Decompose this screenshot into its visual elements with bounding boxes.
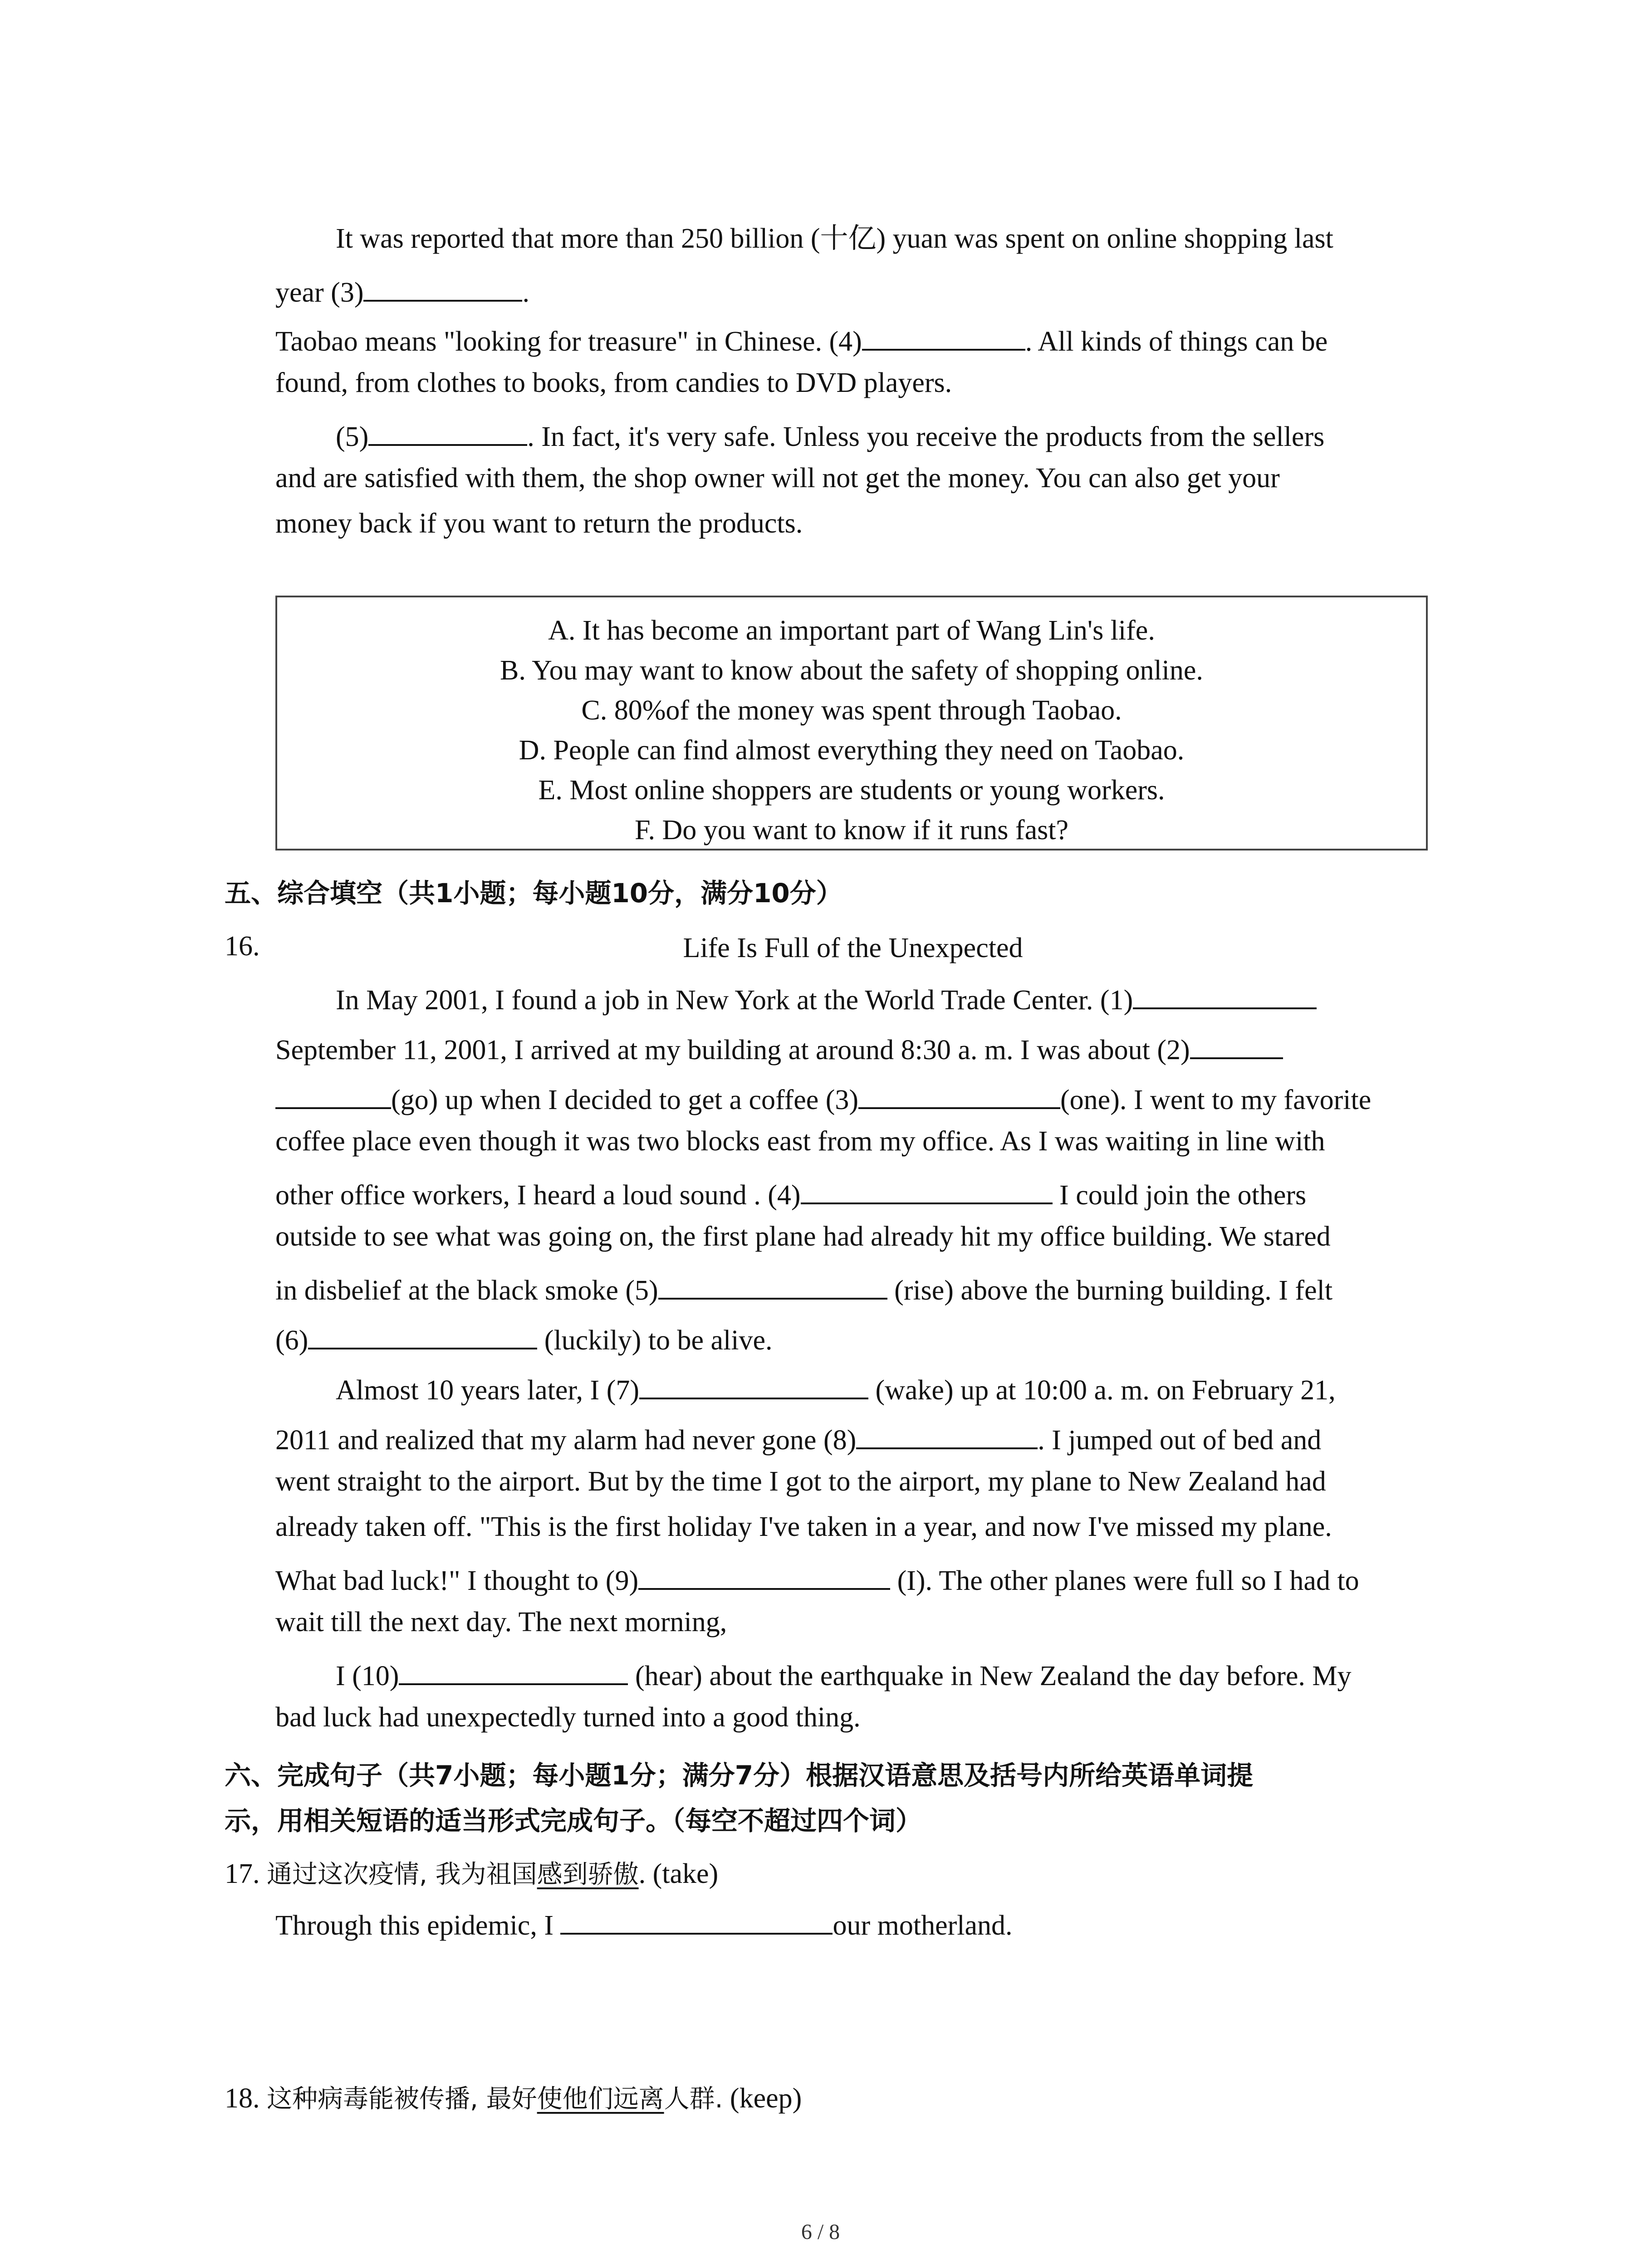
passage-line	[275, 323, 1327, 356]
options-box	[275, 596, 1428, 850]
question-17-english	[275, 1907, 1013, 1940]
text: money back if you want to return the products.	[275, 508, 803, 539]
passage-line	[275, 1177, 1306, 1209]
passage-line	[336, 1372, 1336, 1404]
answer-blank-2a[interactable]	[1190, 1032, 1283, 1059]
answer-blank-2b[interactable]	[275, 1082, 391, 1109]
passage-line	[275, 1127, 1325, 1155]
answer-blank-9[interactable]	[638, 1563, 890, 1590]
text: (hear) about the earthquake in New Zealand the day before. My	[628, 1661, 1352, 1691]
option-e: E. Most online shoppers are students or young workers.	[538, 775, 1165, 806]
question-number: 16.	[225, 931, 260, 962]
text: outside to see what was going on, the first plane had already hit my office building. We stared	[275, 1221, 1331, 1252]
section-heading: 六、完成句子（共7小题；每小题1分；满分7分）根据汉语意思及括号内所给英语单词提	[225, 1760, 1254, 1791]
question-number: 18.	[225, 2083, 260, 2114]
passage-title: Life Is Full of the Unexpected	[683, 933, 1023, 963]
answer-blank-17[interactable]	[560, 1907, 833, 1935]
passage-line	[275, 1222, 1331, 1251]
text: coffee place even though it was two blocks east from my office. As I was waiting in line with	[275, 1126, 1325, 1157]
passage-line: year (3) .	[275, 274, 529, 307]
answer-blank-5[interactable]	[658, 1272, 887, 1300]
answer-blank-1[interactable]	[1133, 982, 1317, 1009]
answer-blank-8[interactable]	[856, 1422, 1038, 1449]
passage-line	[275, 1032, 1283, 1064]
text: . (take)	[638, 1858, 719, 1889]
passage-line	[275, 1563, 1359, 1595]
option-a: A. It has become an important part of Wang Lin's life.	[548, 615, 1155, 646]
passage-line	[275, 1467, 1326, 1496]
passage-line	[336, 419, 1324, 451]
text: . I jumped out of bed and	[1038, 1425, 1322, 1456]
text	[267, 2084, 723, 2114]
option-d: D. People can find almost everything they need on Taobao.	[519, 735, 1185, 766]
text: (keep)	[723, 2083, 802, 2114]
passage-line	[336, 1658, 1352, 1690]
option-c: C. 80%of the money was spent through Taobao.	[581, 695, 1122, 726]
text: 通过这次疫情, 我为祖国	[267, 1860, 537, 1889]
text: I (10)	[336, 1661, 399, 1691]
text	[267, 1860, 639, 1889]
text: What bad luck!" I thought to (9)	[275, 1565, 639, 1596]
question-18	[225, 2084, 802, 2112]
section-heading: 五、综合填空（共1小题；每小题10分，满分10分）	[225, 878, 843, 909]
text: bad luck had unexpectedly turned into a good thing.	[275, 1702, 861, 1733]
text: September 11, 2001, I arrived at my building at around 8:30 a. m. I was about (2)	[275, 1035, 1190, 1066]
text: 2011 and realized that my alarm had never gone (8)	[275, 1425, 857, 1456]
passage-line	[275, 1422, 1321, 1454]
text: Taobao means "looking for treasure" in Chinese. (4)	[275, 326, 862, 357]
text: wait till the next day. The next morning,	[275, 1607, 727, 1637]
text: found, from clothes to books, from candies to DVD players.	[275, 367, 952, 398]
passage-line	[336, 982, 1317, 1014]
passage-line	[275, 369, 952, 397]
underlined-phrase: 感到骄傲	[537, 1860, 639, 1889]
answer-blank-7[interactable]	[639, 1372, 868, 1399]
text: (luckily) to be alive.	[537, 1325, 773, 1356]
passage-line	[275, 1703, 861, 1731]
text: went straight to the airport. But by the time I got to the airport, my plane to New Zealand had	[275, 1466, 1326, 1497]
text: (6)	[275, 1325, 309, 1356]
text: (go) up when I decided to get a coffee (3)	[391, 1085, 859, 1115]
passage-line	[275, 1082, 1371, 1114]
passage-line	[336, 225, 1333, 253]
passage-line	[275, 509, 803, 538]
question-number: 17.	[225, 1858, 260, 1889]
underlined-phrase: 使他们远离	[537, 2084, 664, 2114]
answer-blank-10[interactable]	[399, 1658, 628, 1685]
page-number: 6 / 8	[801, 2220, 840, 2244]
text: (one). I went to my favorite	[1060, 1085, 1372, 1115]
text: (wake) up at 10:00 a. m. on February 21,	[868, 1375, 1336, 1406]
text: in disbelief at the black smoke (5)	[275, 1275, 658, 1306]
text: year (3)	[275, 277, 364, 308]
answer-blank-3[interactable]	[363, 274, 522, 302]
text: already taken off. "This is the first holiday I've taken in a year, and now I've missed my plane.	[275, 1511, 1332, 1542]
text: . In fact, it's very safe. Unless you receive the products from the sellers	[527, 421, 1325, 452]
text: I could join the others	[1052, 1180, 1307, 1211]
answer-blank-5[interactable]	[368, 419, 527, 446]
passage-line	[275, 1513, 1332, 1541]
option-f: F. Do you want to know if it runs fast?	[635, 815, 1068, 846]
option-b: B. You may want to know about the safety of shopping online.	[500, 655, 1203, 686]
text: In May 2001, I found a job in New York at the World Trade Center. (1)	[336, 985, 1133, 1016]
text: our motherland.	[833, 1910, 1013, 1941]
text: It was reported that more than 250 billion (十亿) yuan was spent on online shopping last	[336, 223, 1333, 254]
section-heading-cont: 示，用相关短语的适当形式完成句子。（每空不超过四个词）	[225, 1805, 922, 1836]
text: . All kinds of things can be	[1025, 326, 1328, 357]
passage-line	[275, 464, 1280, 492]
text: 人群.	[664, 2084, 723, 2114]
passage-line	[275, 1322, 773, 1354]
text: Through this epidemic, I	[275, 1910, 561, 1941]
text: other office workers, I heard a loud sound . (4)	[275, 1180, 801, 1211]
passage-line	[275, 1272, 1332, 1305]
answer-blank-4[interactable]	[862, 323, 1025, 351]
text: Almost 10 years later, I (7)	[336, 1375, 639, 1406]
answer-blank-6[interactable]	[308, 1322, 537, 1349]
text: (rise) above the burning building. I felt	[887, 1275, 1333, 1306]
answer-blank-4[interactable]	[801, 1177, 1053, 1204]
answer-blank-3[interactable]	[858, 1082, 1060, 1109]
passage-line	[275, 1608, 727, 1636]
text: (I). The other planes were full so I had to	[890, 1565, 1359, 1596]
text: (5)	[336, 421, 369, 452]
text: 这种病毒能被传播, 最好	[267, 2084, 537, 2114]
question-17	[225, 1860, 718, 1888]
text: and are satisfied with them, the shop owner will not get the money. You can also get your	[275, 463, 1280, 494]
